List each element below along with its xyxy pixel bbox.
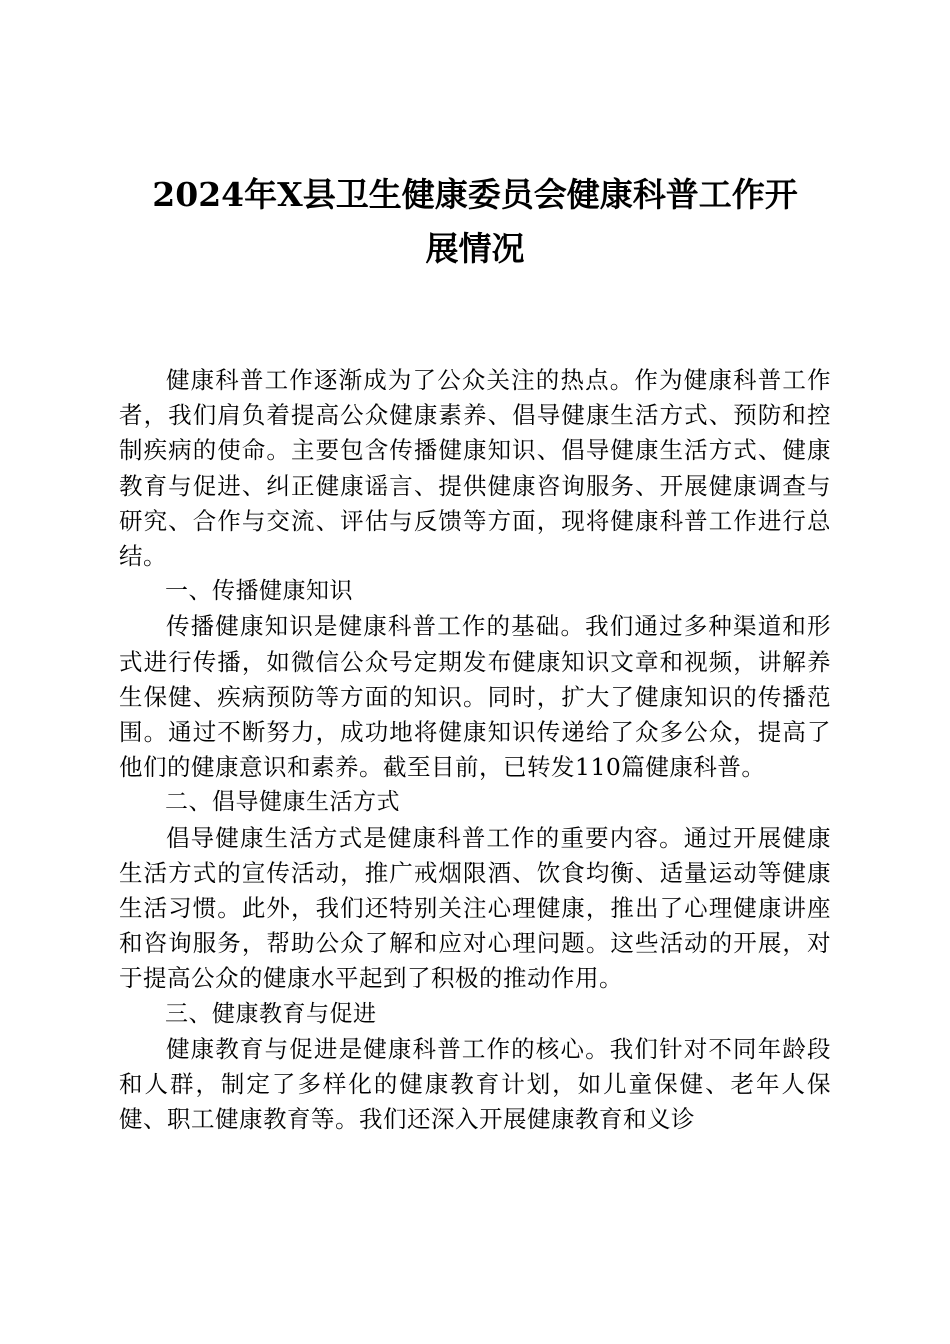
section-2-heading: 二、倡导健康生活方式 [165, 789, 400, 816]
document-title [110, 168, 840, 276]
section-1-body: 传播健康知识是健康科普工作的基础。我们通过多种渠道和形式进行传播，如微信公众号定期发布健康知识文章和视频，讲解养生保健、疾病预防等方面的知识。同时，扩大了健康知识的传播范围。通过不断努力，成功地将健康知识传递给了众多公众，提高了他们的健康意识和素养。截至目前，已转发110篇健康科普。 [119, 612, 831, 782]
intro-paragraph: 健康科普工作逐渐成为了公众关注的热点。作为健康科普工作者，我们肩负着提高公众健康素养、倡导健康生活方式、预防和控制疾病的使命。主要包含传播健康知识、倡导健康生活方式、健康教育与促进、纠正健康谣言、提供健康咨询服务、开展健康调查与研究、合作与交流、评估与反馈等方面，现将健康科普工作进行总结。 [119, 366, 831, 571]
title-line-1: 2024年X县卫生健康委员会健康科普工作开 [152, 175, 798, 214]
section-2-body: 倡导健康生活方式是健康科普工作的重要内容。通过开展健康生活方式的宣传活动，推广戒烟限酒、饮食均衡、适量运动等健康生活习惯。此外，我们还特别关注心理健康，推出了心理健康讲座和咨询服务，帮助公众了解和应对心理问题。这些活动的开展，对于提高公众的健康水平起到了积极的推动作用。 [119, 823, 831, 993]
section-3-body: 健康教育与促进是健康科普工作的核心。我们针对不同年龄段和人群，制定了多样化的健康教育计划，如儿童保健、老年人保健、职工健康教育等。我们还深入开展健康教育和义诊 [119, 1034, 831, 1134]
title-line-2: 展情况 [425, 229, 525, 268]
section-3-heading: 三、健康教育与促进 [165, 1000, 377, 1027]
document-body [119, 363, 831, 1137]
section-1-heading: 一、传播健康知识 [165, 578, 353, 605]
